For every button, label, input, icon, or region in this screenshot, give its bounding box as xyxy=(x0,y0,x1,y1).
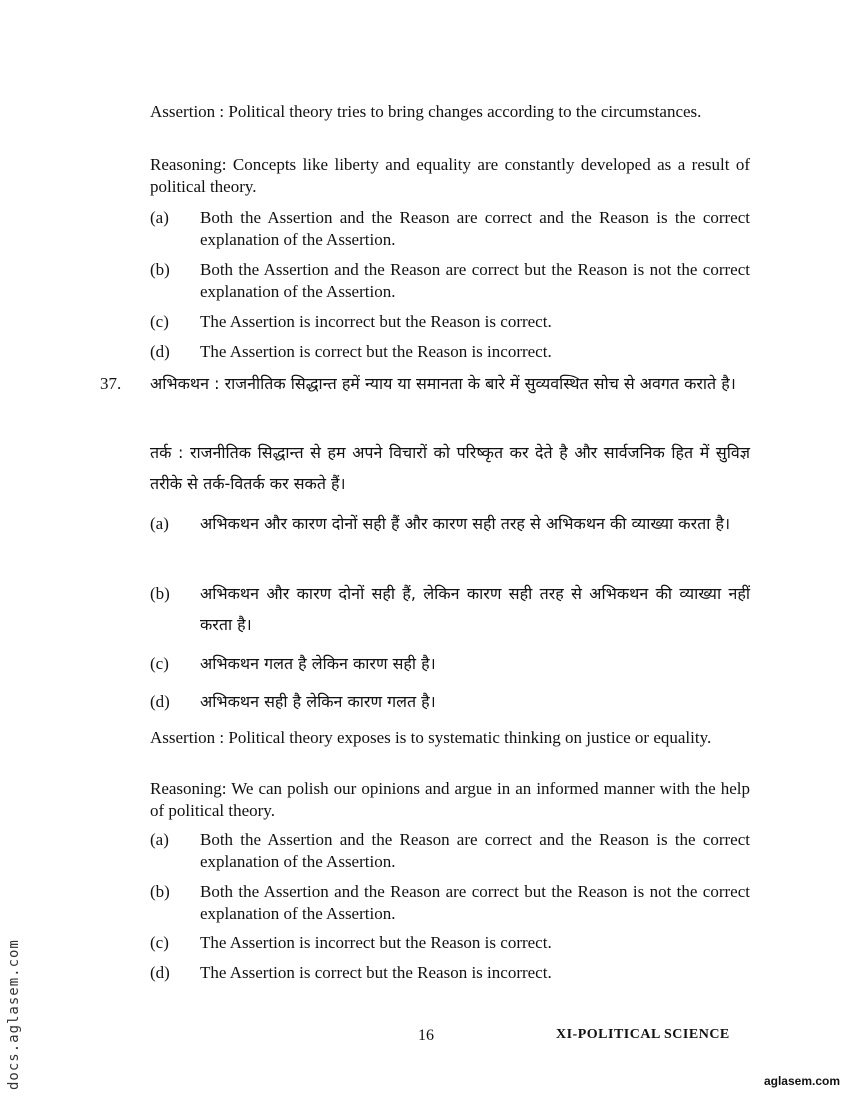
option-text: अभिकथन और कारण दोनों सही हैं, लेकिन कारण सही तरह से अभिकथन की व्याख्या नहीं करता है। xyxy=(200,584,750,634)
hindi-option-b xyxy=(150,578,750,640)
top-option-d xyxy=(150,341,750,363)
q37-option-d xyxy=(150,962,750,984)
top-reasoning xyxy=(150,154,750,198)
option-text: Both the Assertion and the Reason are correct and the Reason is the correct explanation of the Assertion. xyxy=(200,208,750,249)
option-label: (b) xyxy=(150,260,170,279)
question-number: 37. xyxy=(100,374,122,393)
option-text: The Assertion is correct but the Reason is incorrect. xyxy=(200,963,552,982)
footer-subject-title: XI-POLITICAL SCIENCE xyxy=(556,1027,730,1042)
option-text: अभिकथन और कारण दोनों सही हैं और कारण सही तरह से अभिकथन की व्याख्या करता है। xyxy=(200,514,731,533)
top-option-c xyxy=(150,311,750,333)
hindi-option-d xyxy=(150,686,750,717)
q37-reasoning xyxy=(150,778,750,822)
option-text: Both the Assertion and the Reason are correct and the Reason is the correct explanation of the Assertion. xyxy=(200,830,750,871)
option-label: (d) xyxy=(150,963,170,982)
hindi-option-a xyxy=(150,508,750,539)
option-label: (b) xyxy=(150,882,170,901)
option-text: The Assertion is incorrect but the Reason is correct. xyxy=(200,312,552,331)
option-label: (c) xyxy=(150,312,169,331)
option-text: अभिकथन गलत है लेकिन कारण सही है। xyxy=(200,654,436,673)
reasoning-text: Reasoning: Concepts like liberty and equality are constantly developed as a result of political theory. xyxy=(150,155,750,196)
brand-watermark[interactable]: aglasem.com xyxy=(763,1074,840,1088)
page-number: 16 xyxy=(418,1027,434,1044)
top-option-a xyxy=(150,207,750,251)
top-option-b xyxy=(150,259,750,303)
reasoning-text: Reasoning: We can polish our opinions and argue in an informed manner with the help of political theory. xyxy=(150,779,750,820)
q37-option-c xyxy=(150,932,750,954)
q37-option-a xyxy=(150,829,750,873)
option-label: (c) xyxy=(150,654,169,673)
hindi-assertion-text: अभिकथन : राजनीतिक सिद्धान्त हमें न्याय या समानता के बारे में सुव्यवस्थित सोच से अवगत कराते है। xyxy=(150,374,736,393)
option-text: Both the Assertion and the Reason are correct but the Reason is not the correct explanation of the Assertion. xyxy=(200,260,750,301)
q37-option-b xyxy=(150,881,750,925)
option-label: (a) xyxy=(150,830,169,849)
assertion-text: Assertion : Political theory exposes is to systematic thinking on justice or equality. xyxy=(150,728,712,747)
hindi-assertion xyxy=(150,368,750,399)
option-text: अभिकथन सही है लेकिन कारण गलत है। xyxy=(200,692,436,711)
hindi-option-c xyxy=(150,648,750,679)
side-watermark-url[interactable]: docs.aglasem.com xyxy=(6,939,22,1090)
option-label: (a) xyxy=(150,514,169,533)
option-text: The Assertion is correct but the Reason is incorrect. xyxy=(200,342,552,361)
hindi-reasoning-text: तर्क : राजनीतिक सिद्धान्त से हम अपने विचारों को परिष्कृत कर देते है और सार्वजनिक हित में सुविज्ञ तरीके से तर्क-वितर्क कर सकते हैं। xyxy=(150,443,750,493)
option-text: Both the Assertion and the Reason are correct but the Reason is not the correct explanation of the Assertion. xyxy=(200,882,750,923)
hindi-reasoning xyxy=(150,437,750,499)
assertion-text: Assertion : Political theory tries to bring changes according to the circumstances. xyxy=(150,102,702,121)
option-label: (a) xyxy=(150,208,169,227)
option-label: (b) xyxy=(150,584,170,603)
option-label: (d) xyxy=(150,692,170,711)
option-label: (d) xyxy=(150,342,170,361)
top-assertion xyxy=(150,101,750,123)
option-text: The Assertion is incorrect but the Reason is correct. xyxy=(200,933,552,952)
q37-assertion xyxy=(150,727,750,749)
option-label: (c) xyxy=(150,933,169,952)
